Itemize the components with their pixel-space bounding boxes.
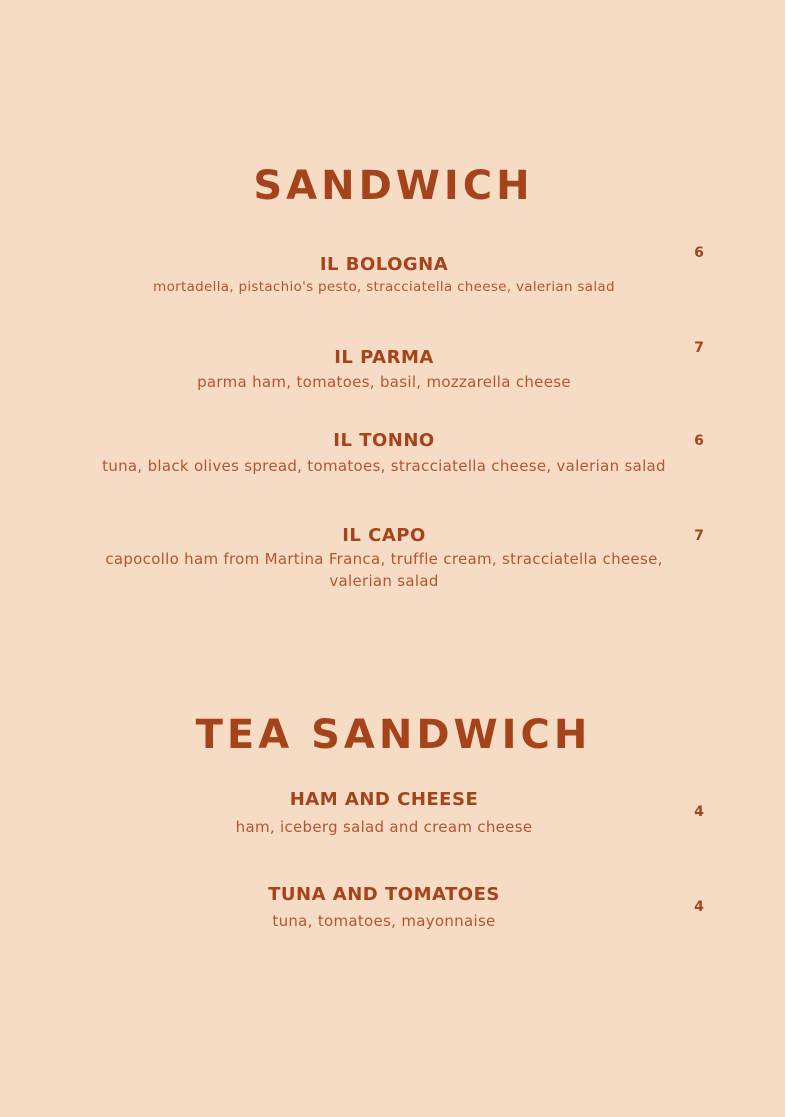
item-name-il-tonno: IL TONNO xyxy=(333,430,435,451)
item-desc-il-bologna: mortadella, pistachio's pesto, stracciatella cheese, valerian salad xyxy=(153,279,615,295)
item-name-ham-and-cheese: HAM AND CHEESE xyxy=(289,789,479,810)
price-tuna-and-tomatoes: 4 xyxy=(694,899,704,915)
item-desc-il-parma: parma ham, tomatoes, basil, mozzarella cheese xyxy=(197,373,571,391)
item-desc-il-tonno: tuna, black olives spread, tomatoes, stracciatella cheese, valerian salad xyxy=(102,457,666,475)
item-name-tuna-and-tomatoes: TUNA AND TOMATOES xyxy=(268,884,500,905)
price-il-bologna: 6 xyxy=(694,245,704,261)
item-name-il-bologna: IL BOLOGNA xyxy=(319,254,449,275)
item-desc-ham-and-cheese: ham, iceberg salad and cream cheese xyxy=(235,818,533,836)
section-title-tea-sandwich: TEA SANDWICH xyxy=(195,712,592,758)
price-ham-and-cheese: 4 xyxy=(694,804,704,820)
price-il-tonno: 6 xyxy=(694,433,704,449)
item-name-il-parma: IL PARMA xyxy=(334,347,434,368)
item-desc-tuna-and-tomatoes: tuna, tomatoes, mayonnaise xyxy=(272,912,496,930)
price-il-capo: 7 xyxy=(694,528,704,544)
item-desc-il-capo-line2: valerian salad xyxy=(329,572,439,590)
item-name-il-capo: IL CAPO xyxy=(342,525,426,546)
section-title-sandwich: SANDWICH xyxy=(253,163,534,209)
price-il-parma: 7 xyxy=(694,340,704,356)
item-desc-il-capo-line1: capocollo ham from Martina Franca, truffle cream, stracciatella cheese, xyxy=(105,550,663,568)
